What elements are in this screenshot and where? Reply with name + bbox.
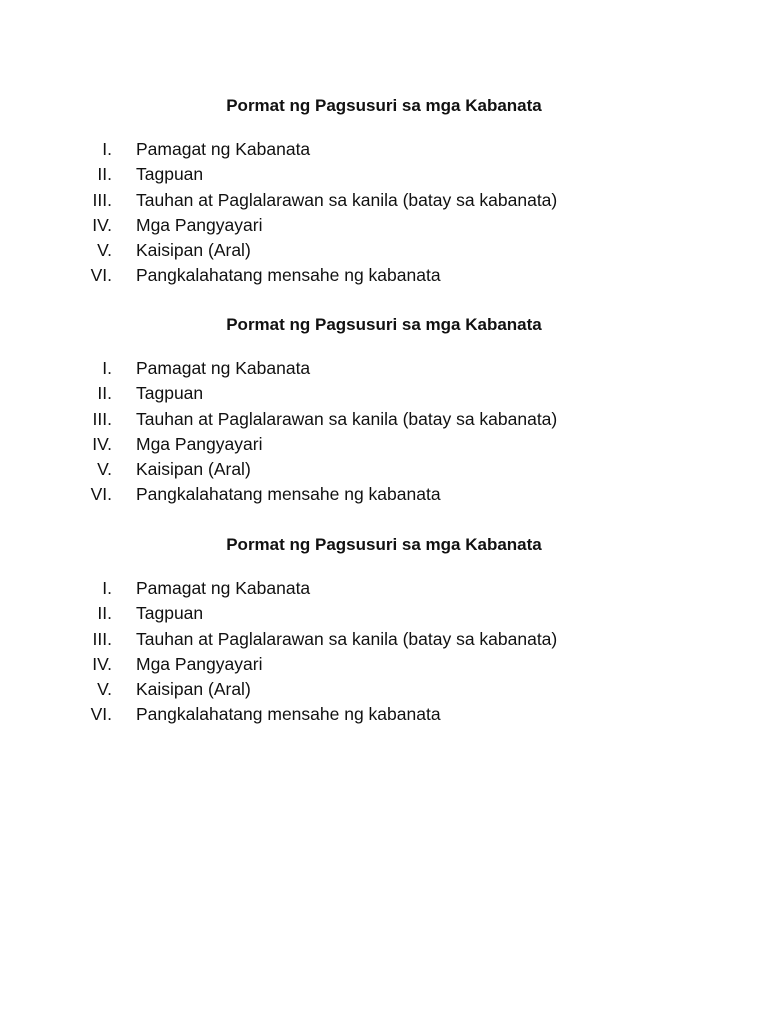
item-numeral: I. [102,358,112,378]
item-text: Kaisipan (Aral) [136,459,251,480]
item-text: Pangkalahatang mensahe ng kabanata [136,704,441,725]
item-numeral: II. [97,603,112,624]
item-text: Tagpuan [136,383,204,404]
item-text: Mga Pangyayari [136,653,263,674]
item-text: Tagpuan [136,164,204,185]
item-text: Mga Pangyayari [136,433,263,454]
item-text: Tauhan at Paglalarawan sa kanila (batay sa kabanata) [136,628,558,649]
item-numeral: VI. [90,484,112,505]
item-text: Pangkalahatang mensahe ng kabanata [136,265,441,286]
item-numeral: I. [102,578,112,598]
item-text: Tauhan at Paglalarawan sa kanila (batay sa kabanata) [136,189,558,210]
item-text: Tagpuan [136,603,204,624]
item-text: Pamagat ng Kabanata [136,139,311,159]
section-title: Pormat ng Pagsusuri sa mga Kabanata [226,315,542,334]
item-numeral: IV. [92,214,112,235]
item-numeral: VI. [90,265,112,286]
item-text: Pangkalahatang mensahe ng kabanata [136,484,441,505]
item-numeral: VI. [90,704,112,725]
item-text: Mga Pangyayari [136,214,263,235]
item-numeral: V. [97,679,112,700]
item-text: Kaisipan (Aral) [136,679,251,700]
item-text: Tauhan at Paglalarawan sa kanila (batay sa kabanata) [136,408,558,429]
item-numeral: IV. [92,653,112,674]
item-text: Pamagat ng Kabanata [136,578,311,598]
item-numeral: I. [102,139,112,159]
item-numeral: III. [92,189,112,210]
item-numeral: II. [97,383,112,404]
item-numeral: II. [97,164,112,185]
item-numeral: III. [92,628,112,649]
section-title: Pormat ng Pagsusuri sa mga Kabanata [226,535,542,554]
item-numeral: III. [92,408,112,429]
item-numeral: V. [97,240,112,261]
item-text: Kaisipan (Aral) [136,240,251,261]
section-title: Pormat ng Pagsusuri sa mga Kabanata [226,96,542,115]
item-text: Pamagat ng Kabanata [136,358,311,378]
item-numeral: IV. [92,433,112,454]
item-numeral: V. [97,459,112,480]
